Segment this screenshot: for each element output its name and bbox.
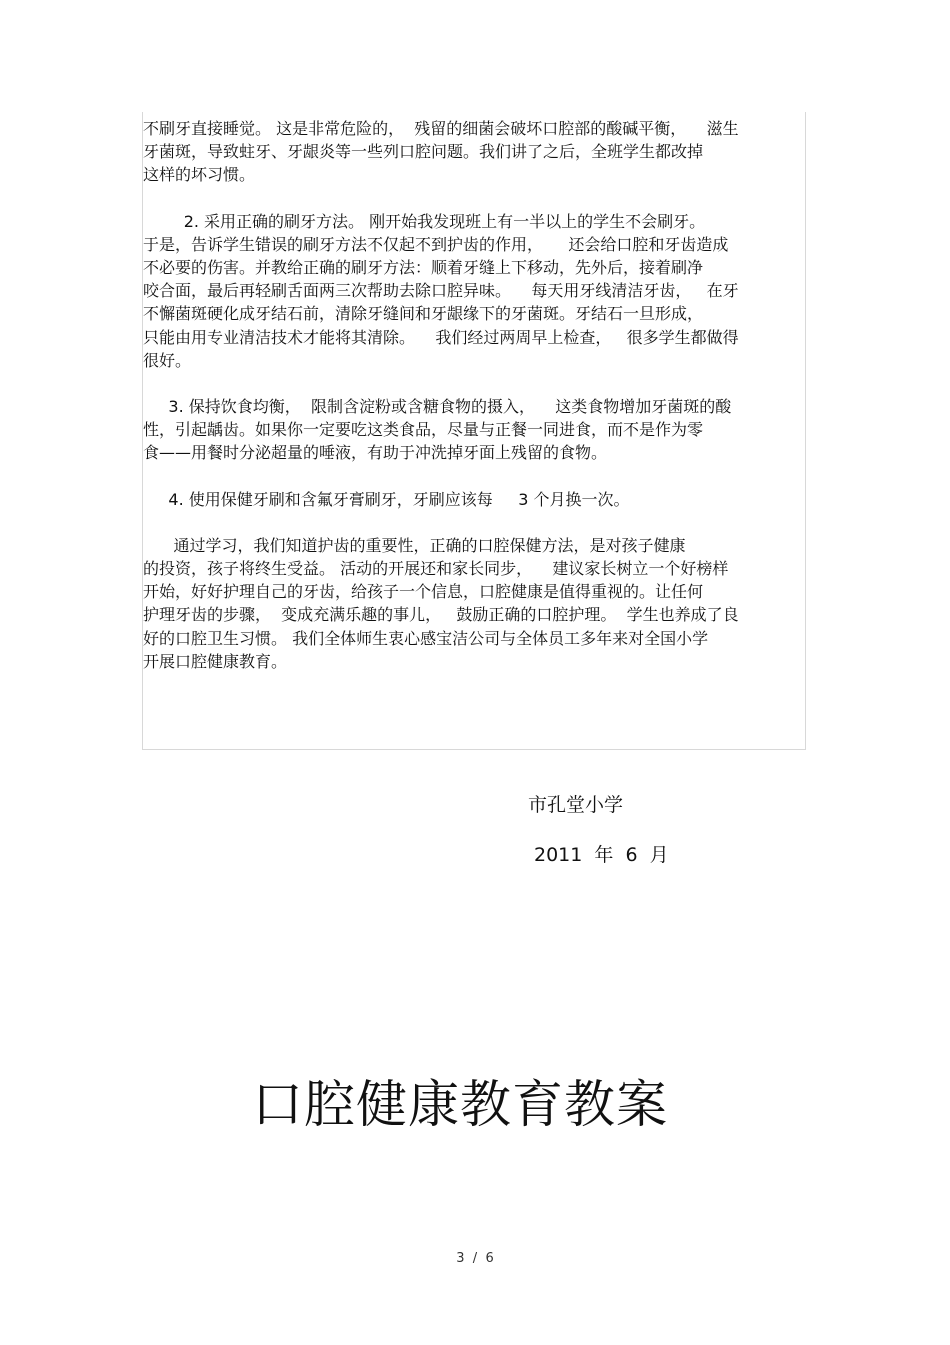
text-line: 好的口腔卫生习惯。 我们全体师生衷心感宝洁公司与全体员工多年来对全国小学 [143,628,709,648]
text-line: 咬合面，最后再轻刷舌面两三次帮助去除口腔异味。 每天用牙线清洁牙齿， 在牙 [143,281,739,301]
text-line: 只能由用专业清洁技术才能将其清除。 我们经过两周早上检查， 很多学生都做得 [143,327,739,347]
text-line: 牙菌斑，导致蛀牙、牙龈炎等一些列口腔问题。我们讲了之后，全班学生都改掉 [143,142,704,162]
text-line: 2. 采用正确的刷牙方法。 刚开始我发现班上有一半以上的学生不会刷牙。 [143,211,706,231]
document-title: 口腔健康教育教案 [251,1076,668,1135]
text-line: 于是，告诉学生错误的刷牙方法不仅起不到护齿的作用， 还会给口腔和牙齿造成 [143,234,729,254]
text-line: 通过学习，我们知道护齿的重要性，正确的口腔保健方法，是对孩子健康 [143,535,686,555]
text-line: 性，引起龋齿。如果你一定要吃这类食品，尽量与正餐一同进食，而不是作为零 [143,420,704,440]
paragraph-2 [143,210,807,372]
paragraph-3 [143,395,807,465]
paragraph-4 [143,488,807,511]
text-line: 不刷牙直接睡觉。 这是非常危险的， 残留的细菌会破坏口腔部的酸碱平衡， 滋生 [143,119,739,138]
text-line: 开展口腔健康教育。 [143,651,288,671]
text-line: 不懈菌斑硬化成牙结石前，清除牙缝间和牙龈缘下的牙菌斑。牙结石一旦形成， [143,304,704,324]
text-line: 食——用餐时分泌超量的唾液，有助于冲洗掉牙面上残留的食物。 [143,443,608,463]
paragraph-1 [143,117,807,187]
text-line: 这样的坏习惯。 [143,165,256,185]
school-name: 市孔堂小学 [528,794,624,816]
page-number: 3 / 6 [456,1251,494,1266]
text-line: 护理牙齿的步骤， 变成充满乐趣的事儿， 鼓励正确的口腔护理。 学生也养成了良 [143,605,739,625]
text-line: 开始，好好护理自己的牙齿，给孩子一个信息，口腔健康是值得重视的。让任何 [143,582,704,602]
paragraph-5 [143,534,807,673]
body-text [143,117,807,673]
text-line: 很好。 [143,350,192,370]
text-line: 3. 保持饮食均衡， 限制含淀粉或含糖食物的摄入， 这类食物增加牙菌斑的酸 [143,397,732,417]
text-line: 4. 使用保健牙刷和含氟牙膏刷牙，牙刷应该每 3 个月换一次。 [143,489,630,509]
signature-date: 2011 年 6 月 [534,844,669,866]
text-line: 不必要的伤害。并教给正确的刷牙方法：顺着牙缝上下移动，先外后，接着刷净 [143,258,704,278]
text-line: 的投资，孩子将终生受益。 活动的开展还和家长同步， 建议家长树立一个好榜样 [143,559,729,579]
